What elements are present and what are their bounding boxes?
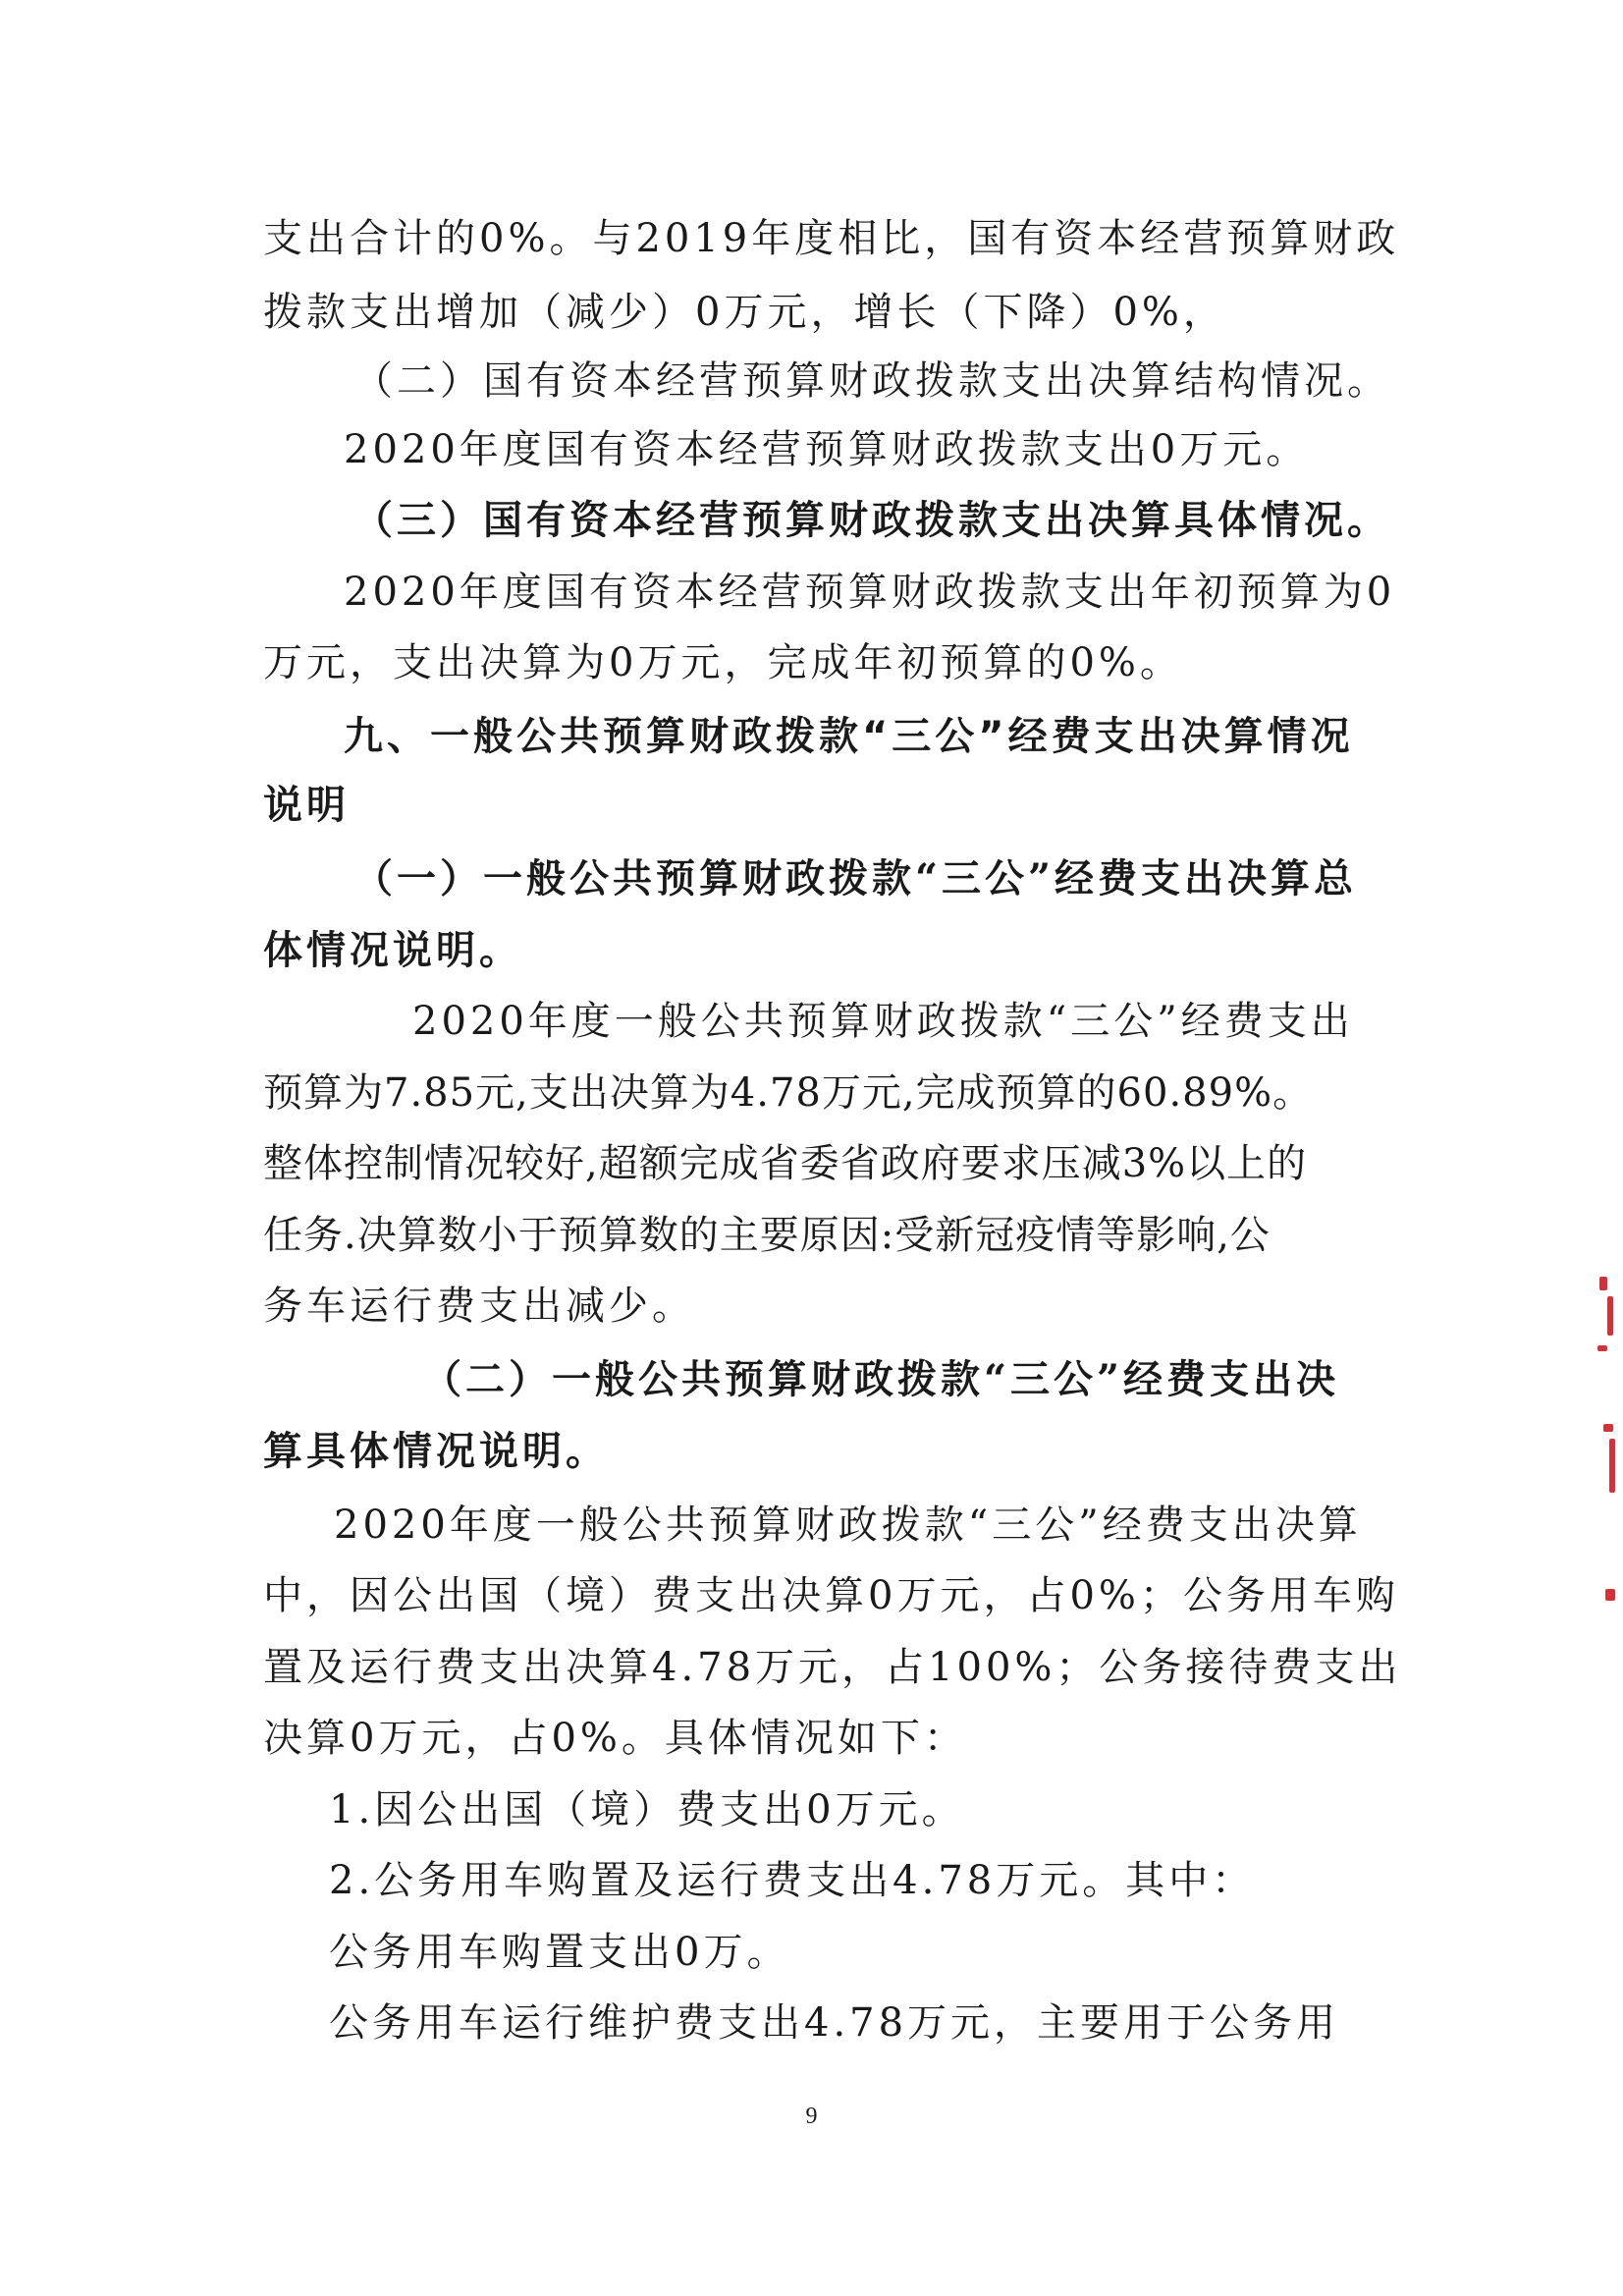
paragraph-line: 2020年度一般公共预算财政拨款“三公”经费支出决算 [334,1503,1362,1548]
paragraph-line: 2020年度一般公共预算财政拨款“三公”经费支出 [412,999,1354,1044]
section-heading: 体情况说明。 [263,927,522,973]
paragraph-line: 预算为7.85元,支出决算为4.78万元,完成预算的60.89%。 [263,1070,1314,1116]
paragraph-line: 置及运行费支出决算4.78万元，占100%；公务接待费支出 [263,1645,1402,1690]
section-heading: （一）一般公共预算财政拨款“三公”经费支出决算总 [353,855,1358,902]
paragraph-line: 2020年度国有资本经营预算财政拨款支出0万元。 [344,427,1310,472]
paragraph-line: 中，因公出国（境）费支出决算0万元，占0%；公务用车购 [263,1573,1399,1618]
section-heading: （三）国有资本经营预算财政拨款支出决算具体情况。 [353,497,1390,543]
paragraph-line: 务车运行费支出减少。 [263,1284,695,1329]
paragraph-line: 公务用车购置支出0万。 [329,1930,790,1975]
paragraph-line: 决算0万元，占0%。具体情况如下： [263,1716,967,1761]
paragraph-line: 2020年度国有资本经营预算财政拨款支出年初预算为0 [344,570,1396,615]
paragraph-line: 公务用车运行维护费支出4.78万元，主要用于公务用 [329,2000,1340,2046]
paragraph-line: 拨款支出增加（减少）0万元，增长（下降）0%， [263,290,1226,335]
paragraph-line: 支出合计的0%。与2019年度相比，国有资本经营预算财政 [263,216,1400,261]
section-heading: （二）国有资本经营预算财政拨款支出决算结构情况。 [353,358,1390,404]
list-item: 1.因公出国（境）费支出0万元。 [329,1787,965,1832]
list-item: 2.公务用车购置及运行费支出4.78万元。其中： [329,1858,1256,1903]
section-heading: （二）一般公共预算财政拨款“三公”经费支出决 [422,1356,1340,1402]
paragraph-line: 万元，支出决算为0万元，完成年初预算的0%。 [263,640,1183,685]
paragraph-line: 整体控制情况较好,超额完成省委省政府要求压减3%以上的 [263,1141,1308,1186]
page-number: 9 [805,2104,818,2129]
chapter-heading: 说明 [263,783,350,828]
seal-stamp-edge [1596,1277,1617,1611]
chapter-heading: 九、一般公共预算财政拨款“三公”经费支出决算情况 [344,714,1354,759]
section-heading: 算具体情况说明。 [263,1428,609,1474]
paragraph-line: 任务.决算数小于预算数的主要原因:受新冠疫情等影响,公 [263,1213,1271,1258]
